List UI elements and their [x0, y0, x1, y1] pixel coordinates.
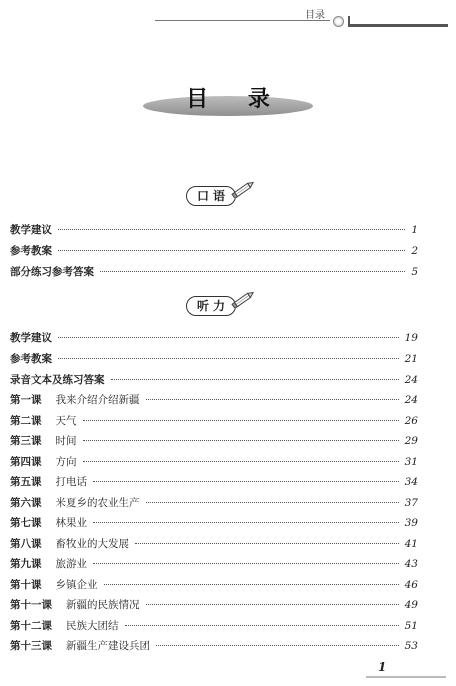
header-rule — [155, 20, 330, 21]
toc-page: 34 — [404, 476, 418, 488]
toc-page: 2 — [411, 245, 418, 257]
toc-entry[interactable] — [10, 556, 418, 572]
toc-page: 24 — [404, 374, 418, 386]
dot-leader — [125, 625, 399, 626]
toc-sub: 新疆生产建设兵团 — [66, 640, 150, 652]
toc-page: 49 — [404, 599, 418, 611]
toc-sub: 我来介绍介绍新疆 — [55, 394, 140, 406]
toc-page: 51 — [404, 620, 418, 632]
running-title: 目录 — [305, 10, 325, 21]
toc-page: 39 — [404, 517, 418, 529]
pencil-icon — [230, 290, 256, 308]
dot-leader — [111, 379, 399, 380]
toc-page: 21 — [404, 353, 418, 365]
dot-leader — [146, 604, 399, 605]
toc-sub: 畜牧业的大发展 — [55, 538, 129, 550]
toc-page: 41 — [404, 538, 418, 550]
section-heading-speaking — [186, 180, 256, 208]
toc-label: 第三课 — [10, 435, 42, 447]
dot-leader — [146, 502, 399, 503]
circle-ornament-icon — [333, 16, 344, 27]
toc-entry[interactable] — [10, 618, 418, 634]
toc-entry[interactable] — [10, 597, 418, 613]
toc-page: 29 — [404, 435, 418, 447]
toc-label: 第十课 — [10, 579, 42, 591]
toc-entry[interactable] — [10, 372, 418, 388]
toc-label: 第八课 — [10, 538, 42, 550]
dot-leader — [58, 337, 399, 338]
toc-entry[interactable] — [10, 264, 418, 280]
toc-sub: 时间 — [55, 435, 77, 447]
toc-label: 第七课 — [10, 517, 42, 529]
page-number: 1 — [378, 660, 387, 674]
toc-entry[interactable] — [10, 243, 418, 259]
toc-entry[interactable] — [10, 351, 418, 367]
toc-sub: 旅游业 — [55, 558, 87, 570]
dot-leader — [83, 420, 399, 421]
toc-label: 第十一课 — [10, 599, 52, 611]
toc-entry[interactable] — [10, 536, 418, 552]
toc-label: 录音文本及练习答案 — [10, 374, 105, 386]
toc-page: 46 — [404, 579, 418, 591]
toc-entry[interactable] — [10, 515, 418, 531]
dot-leader — [58, 358, 399, 359]
toc-sub: 天气 — [55, 415, 77, 427]
toc-entry[interactable] — [10, 474, 418, 490]
dot-leader — [83, 461, 399, 462]
toc-label: 第二课 — [10, 415, 42, 427]
dot-leader — [93, 563, 399, 564]
dot-leader — [135, 543, 399, 544]
toc-page: 43 — [404, 558, 418, 570]
toc-label: 参考教案 — [10, 245, 52, 257]
toc-sub: 打电话 — [55, 476, 87, 488]
page-title: 目 录 — [186, 86, 286, 112]
section-heading-listening — [186, 290, 256, 318]
toc-entry[interactable] — [10, 433, 418, 449]
pencil-icon — [230, 180, 256, 198]
toc-page: 31 — [404, 456, 418, 468]
toc-sub: 新疆的民族情况 — [66, 599, 140, 611]
dot-leader — [58, 250, 405, 251]
toc-label: 第九课 — [10, 558, 42, 570]
toc-page: 5 — [411, 266, 418, 278]
dot-leader — [93, 522, 399, 523]
dot-leader — [83, 440, 399, 441]
toc-entry[interactable] — [10, 392, 418, 408]
toc-page: 1 — [411, 224, 418, 236]
toc-page: 19 — [404, 332, 418, 344]
toc-entry[interactable] — [10, 454, 418, 470]
toc-label: 第四课 — [10, 456, 42, 468]
toc-entry[interactable] — [10, 330, 418, 346]
toc-sub: 民族大团结 — [66, 620, 119, 632]
toc-page: 53 — [404, 640, 418, 652]
dot-leader — [93, 481, 399, 482]
toc-label: 教学建议 — [10, 332, 52, 344]
dot-leader — [156, 645, 399, 646]
toc-sub: 林果业 — [55, 517, 87, 529]
toc-entry[interactable] — [10, 638, 418, 654]
toc-sub: 方向 — [55, 456, 77, 468]
toc-label: 部分练习参考答案 — [10, 266, 94, 278]
toc-label: 第一课 — [10, 394, 42, 406]
dot-leader — [58, 229, 405, 230]
section-heading-label: 听力 — [186, 296, 236, 316]
toc-page: 26 — [404, 415, 418, 427]
toc-sub: 米夏乡的农业生产 — [55, 497, 140, 509]
toc-label: 第六课 — [10, 497, 42, 509]
toc-entry[interactable] — [10, 577, 418, 593]
footer-rule — [366, 676, 446, 678]
toc-entry[interactable] — [10, 495, 418, 511]
dot-leader — [100, 271, 405, 272]
toc-entry[interactable] — [10, 413, 418, 429]
toc-label: 教学建议 — [10, 224, 52, 236]
toc-entry[interactable] — [10, 222, 418, 238]
toc-page: 37 — [404, 497, 418, 509]
toc-sub: 乡镇企业 — [55, 579, 98, 591]
dot-leader — [104, 584, 399, 585]
toc-label: 参考教案 — [10, 353, 52, 365]
toc-label: 第十三课 — [10, 640, 52, 652]
dot-leader — [146, 399, 399, 400]
section-heading-label: 口语 — [186, 186, 236, 206]
page-title-block — [143, 82, 313, 118]
toc-label: 第五课 — [10, 476, 42, 488]
toc-page: 24 — [404, 394, 418, 406]
toc-label: 第十二课 — [10, 620, 52, 632]
header-bar — [348, 24, 448, 27]
